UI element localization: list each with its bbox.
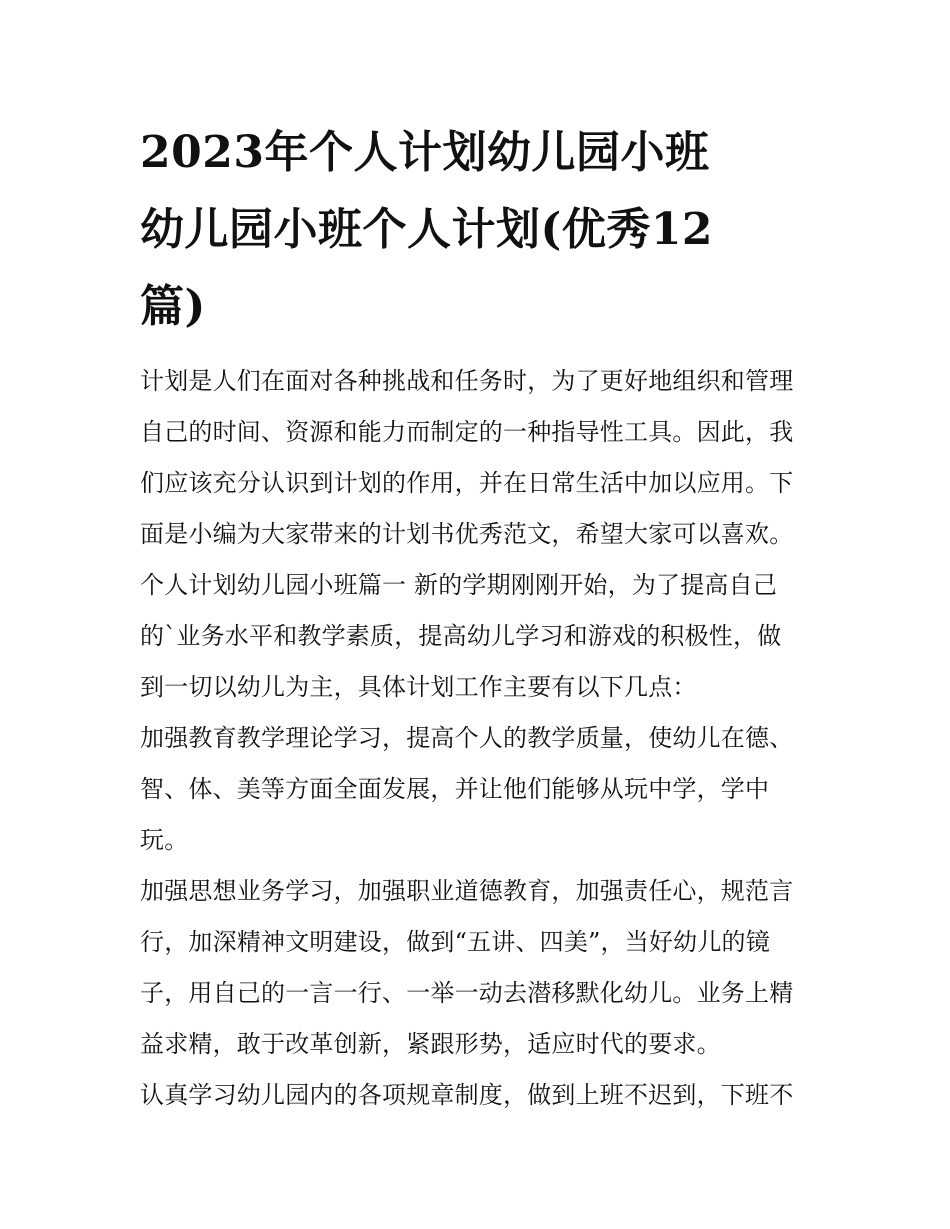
title-line-2: 幼儿园小班个人计划(优秀12 (140, 204, 714, 255)
title-line-3: 篇) (140, 281, 206, 332)
body-line-9: 智、体、美等方面全面发展，并让他们能够从玩中学，学中 (140, 775, 770, 803)
body-line-2: 自己的时间、资源和能力而制定的一种指导性工具。因此，我 (140, 418, 794, 446)
body-line-1: 计划是人们在面对各种挑战和任务时，为了更好地组织和管理 (140, 367, 794, 395)
body-line-8: 加强教育教学理论学习，提高个人的教学质量，使幼儿在德、 (140, 724, 794, 752)
body-line-7: 到一切以幼儿为主，具体计划工作主要有以下几点： (140, 673, 697, 701)
body-line-15: 认真学习幼儿园内的各项规章制度，做到上班不迟到，下班不 (140, 1081, 794, 1109)
body-line-6: 的`业务水平和教学素质，提高幼儿学习和游戏的积极性，做 (140, 622, 782, 650)
body-line-12: 行，加深精神文明建设，做到“五讲、四美”，当好幼儿的镜 (140, 928, 770, 956)
body-line-11: 加强思想业务学习，加强职业道德教育，加强责任心，规范言 (140, 877, 794, 905)
document-title (140, 114, 820, 345)
body-line-3: 们应该充分认识到计划的作用，并在日常生活中加以应用。下 (140, 469, 794, 497)
body-line-13: 子，用自己的一言一行、一举一动去潜移默化幼儿。业务上精 (140, 979, 794, 1007)
title-line-1: 2023年个人计划幼儿园小班 (140, 127, 710, 178)
body-line-5: 个人计划幼儿园小班篇一 新的学期刚刚开始，为了提高自己 (140, 571, 778, 599)
body-line-14: 益求精，敢于改革创新，紧跟形势，适应时代的要求。 (140, 1030, 721, 1058)
document-body (140, 356, 820, 1121)
body-line-4: 面是小编为大家带来的计划书优秀范文，希望大家可以喜欢。 (140, 520, 794, 548)
body-line-10: 玩。 (140, 826, 189, 854)
